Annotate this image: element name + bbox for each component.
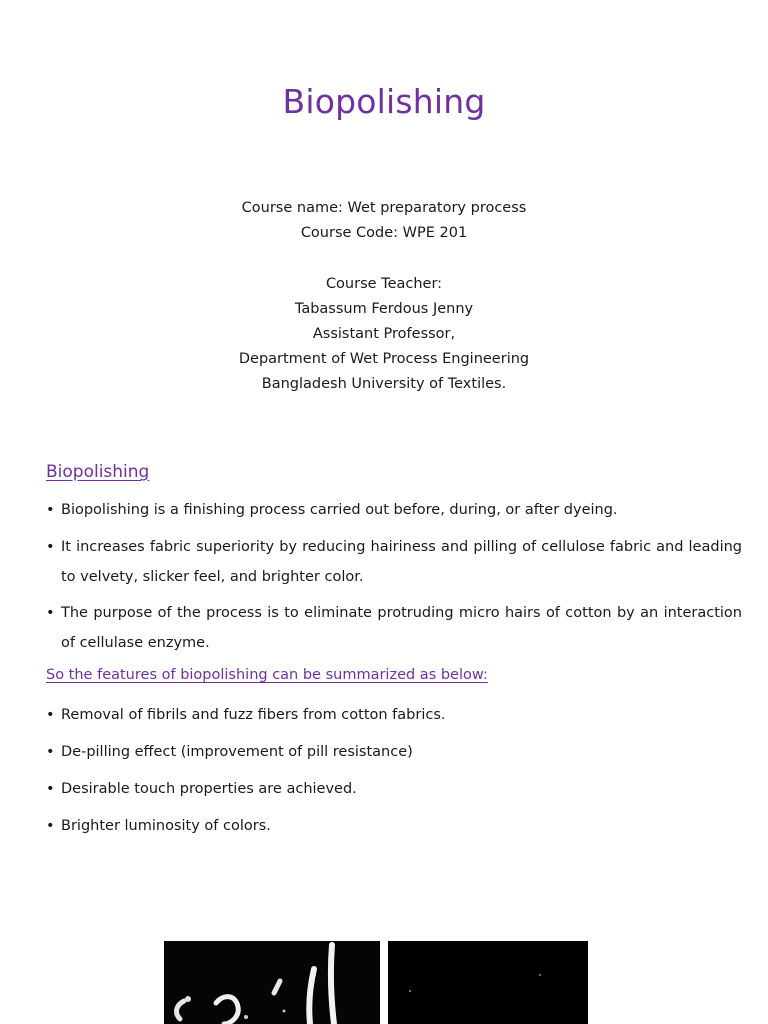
bullet-glyph: • [46, 605, 55, 621]
list-item [46, 812, 742, 842]
document-title: Biopolishing [282, 82, 486, 121]
fiber-micrograph-right-drawing [388, 941, 588, 1024]
list-item [46, 775, 742, 805]
bullet-glyph: • [46, 502, 55, 518]
course-info [0, 196, 768, 398]
course-spacer [0, 246, 768, 271]
bullet-glyph: • [46, 744, 55, 760]
bullet-glyph: • [46, 539, 55, 555]
list-item [46, 599, 742, 658]
fiber-micrograph-left [164, 941, 380, 1024]
bullet-glyph: • [46, 707, 55, 723]
list-item-text: Desirable touch properties are achieved. [61, 781, 357, 797]
course-name: Course name: Wet preparatory process [241, 200, 527, 216]
teacher-name: Tabassum Ferdous Jenny [294, 300, 474, 317]
list-item [46, 738, 742, 768]
list-item [46, 701, 742, 731]
bullet-glyph: • [46, 781, 55, 797]
course-code: Course Code: WPE 201 [300, 225, 468, 242]
bullet-glyph: • [46, 818, 55, 834]
teacher-department: Department of Wet Process Engineering [238, 351, 530, 368]
features-heading: So the features of biopolishing can be summarized as below: [46, 667, 488, 683]
teacher-university: Bangladesh University of Textiles. [261, 376, 507, 393]
list-item-text: It increases fabric superiority by reducing hairiness and pilling of cellulose fabric and leading to velvety, slicker feel, and brighter color. [61, 539, 742, 585]
list-item [46, 496, 742, 526]
fiber-micrograph-right [388, 941, 588, 1024]
course-teacher-label: Course Teacher: [325, 275, 443, 292]
fiber-micrograph-left-drawing [164, 941, 380, 1024]
list-item-text: De-pilling effect (improvement of pill resistance) [61, 744, 413, 760]
list-item [46, 533, 742, 592]
list-item-text: Brighter luminosity of colors. [61, 818, 271, 834]
section-heading: Biopolishing [46, 462, 150, 482]
teacher-designation: Assistant Professor, [312, 325, 456, 342]
list-item-text: The purpose of the process is to eliminate protruding micro hairs of cotton by an interaction of cellulase enzyme. [61, 605, 742, 651]
list-item-text: Removal of fibrils and fuzz fibers from cotton fabrics. [61, 707, 446, 723]
list-item-text: Biopolishing is a finishing process carried out before, during, or after dyeing. [61, 502, 618, 518]
